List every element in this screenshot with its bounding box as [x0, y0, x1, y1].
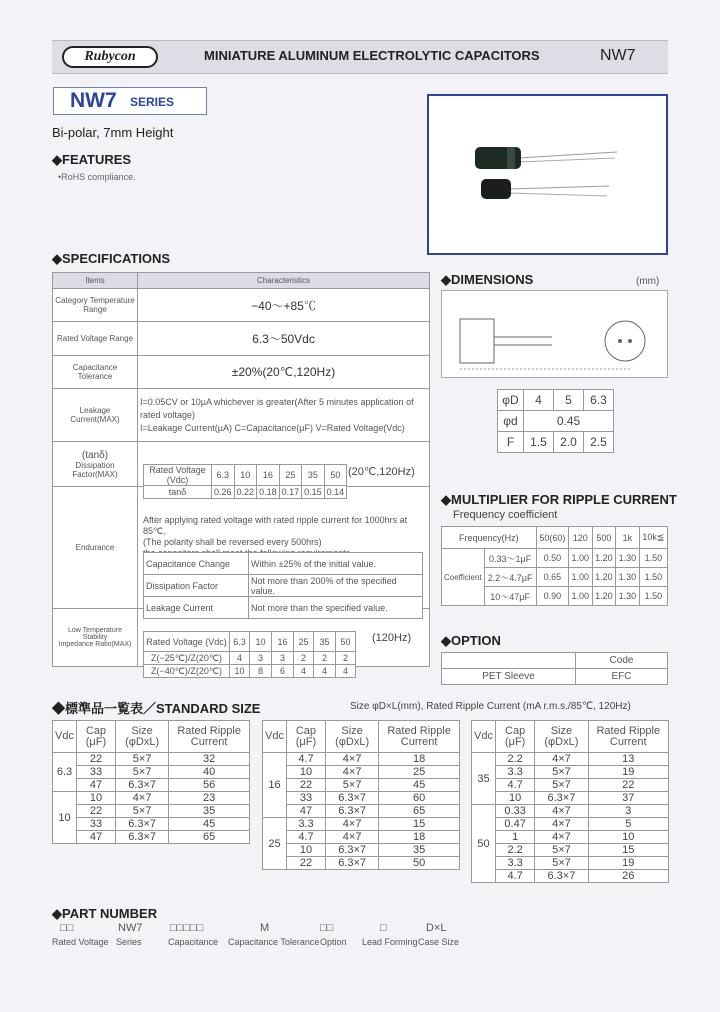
std-vdc: 10	[53, 792, 77, 844]
std-hdr-size: Size (φDxL)	[115, 721, 168, 753]
tan-val: 0.18	[257, 486, 280, 499]
mult-v: 1.20	[592, 587, 616, 606]
tan-item: (tanδ)	[81, 449, 109, 461]
leakage-formula: I=0.05CV or 10μA whichever is greater(After 5 minutes application of rated voltage)	[140, 396, 414, 420]
std-ripple: 45	[379, 779, 460, 792]
endurance-line: After applying rated voltage with rated ripple current for 1000hrs at 85℃,	[143, 515, 408, 536]
std-ripple: 5	[588, 818, 668, 831]
dim-v: 1.5	[524, 432, 554, 453]
tan-val: 0.15	[302, 486, 325, 499]
std-hdr-cap: Cap (μF)	[495, 721, 534, 753]
option-code-hdr: Code	[576, 653, 668, 669]
std-hdr-ripple: Rated Ripple Current	[379, 721, 460, 753]
std-ripple: 15	[588, 844, 668, 857]
end-k: Dissipation Factor	[144, 575, 249, 597]
std-hdr-vdc: Vdc	[53, 721, 77, 753]
std-cap: 47	[76, 831, 115, 844]
features-title: ◆FEATURES	[52, 152, 132, 167]
std-ripple: 32	[169, 753, 250, 766]
spec-item: Rated Voltage Range	[53, 322, 138, 356]
pn-label: Capacitance Tolerance	[228, 937, 320, 947]
std-size: 4×7	[325, 818, 378, 831]
rubycon-logo: Rubycon	[62, 46, 158, 68]
std-cap: 1	[495, 831, 534, 844]
pn-label: Capacitance	[168, 937, 219, 947]
std-cap: 22	[76, 753, 115, 766]
mult-v: 1.30	[616, 587, 640, 606]
feature-item: •RoHS compliance.	[58, 172, 136, 182]
std-cap: 2.2	[495, 753, 534, 766]
pn-code: □□	[320, 922, 334, 934]
tan-val: 0.17	[279, 486, 302, 499]
leakage-legend: I=Leakage Current(μA) C=Capacitance(μF) V=Rated Voltage(Vdc)	[140, 422, 405, 433]
lt-v: 4	[230, 652, 250, 665]
volt: 10	[234, 465, 257, 486]
lt-v: 2	[336, 652, 356, 665]
mult-v: 1.30	[616, 549, 640, 568]
spec-value: ±20%(20℃,120Hz)	[138, 356, 430, 389]
std-size: 5×7	[115, 766, 168, 779]
lt-v: 6	[272, 665, 294, 678]
std-hdr-size: Size (φDxL)	[325, 721, 378, 753]
volt: 50	[324, 465, 347, 486]
mult-v: 1.50	[639, 549, 667, 568]
std-cap: 47	[286, 805, 325, 818]
std-size: 4×7	[535, 818, 588, 831]
lt-v: 2	[314, 652, 336, 665]
dim-v: 6.3	[584, 390, 614, 411]
std-cap: 33	[76, 818, 115, 831]
tan-val: 0.26	[212, 486, 235, 499]
std-cap: 47	[76, 779, 115, 792]
std-ripple: 26	[588, 870, 668, 883]
dim-k: F	[498, 432, 524, 453]
lt-v: 10	[230, 665, 250, 678]
std-vdc: 25	[263, 818, 287, 870]
mult-v: 1.50	[639, 568, 667, 587]
series-label: SERIES	[130, 95, 175, 109]
end-v: Not more than 200% of the specified value.	[249, 575, 423, 597]
lt-v: 2	[294, 652, 314, 665]
std-ripple: 45	[169, 818, 250, 831]
lowtemp-note: (120Hz)	[372, 632, 412, 644]
std-cap: 33	[76, 766, 115, 779]
volt: 16	[272, 632, 294, 652]
std-size: 4×7	[325, 753, 378, 766]
pn-label: Option	[320, 937, 347, 947]
dim-v: 2.5	[584, 432, 614, 453]
std-size: 6.3×7	[325, 805, 378, 818]
std-hdr-size: Size (φDxL)	[535, 721, 588, 753]
spec-item: Capacitance Tolerance	[53, 356, 138, 389]
pn-code: □□□□□	[170, 922, 204, 934]
end-v: Not more than the specified value.	[249, 597, 423, 619]
std-cap: 10	[286, 844, 325, 857]
dim-v: 0.45	[524, 411, 614, 432]
coef-label: Coefficient	[442, 549, 485, 606]
std-ripple: 15	[379, 818, 460, 831]
std-ripple: 60	[379, 792, 460, 805]
std-ripple: 13	[588, 753, 668, 766]
std-vdc: 16	[263, 753, 287, 818]
std-size: 6.3×7	[325, 857, 378, 870]
std-ripple: 35	[379, 844, 460, 857]
std-vdc: 35	[472, 753, 496, 805]
mult-v: 1.50	[639, 587, 667, 606]
std-ripple: 22	[588, 779, 668, 792]
std-cap: 0.33	[495, 805, 534, 818]
std-ripple: 19	[588, 766, 668, 779]
std-size: 5×7	[535, 844, 588, 857]
dim-v: 2.0	[554, 432, 584, 453]
mult-v: 1.00	[569, 587, 593, 606]
dim-k: φd	[498, 411, 524, 432]
pn-code: NW7	[118, 922, 143, 934]
std-size: 5×7	[325, 779, 378, 792]
std-ripple: 10	[588, 831, 668, 844]
std-hdr-ripple: Rated Ripple Current	[169, 721, 250, 753]
option-title: ◆OPTION	[441, 633, 501, 648]
mult-k: 2.2～4.7μF	[484, 568, 536, 587]
series-name: NW7	[70, 89, 117, 112]
volt: 35	[302, 465, 325, 486]
std-ripple: 65	[169, 831, 250, 844]
std-size: 6.3×7	[535, 870, 588, 883]
std-size: 4×7	[115, 792, 168, 805]
std-ripple: 18	[379, 831, 460, 844]
std-ripple: 50	[379, 857, 460, 870]
leakage-item: Leakage Current(MAX)	[53, 389, 138, 442]
std-cap: 2.2	[495, 844, 534, 857]
std-cap: 10	[495, 792, 534, 805]
col-characteristics: Characteristics	[138, 273, 430, 289]
std-ripple: 3	[588, 805, 668, 818]
std-cap: 22	[76, 805, 115, 818]
std-cap: 33	[286, 792, 325, 805]
std-ripple: 37	[588, 792, 668, 805]
volt: 25	[279, 465, 302, 486]
std-size: 6.3×7	[325, 792, 378, 805]
mult-k: 0.33～1μF	[484, 549, 536, 568]
dim-v: 5	[554, 390, 584, 411]
std-ripple: 65	[379, 805, 460, 818]
freq: 10k≦	[639, 527, 667, 549]
endurance-line: (The polarity shall be reversed every 500hrs)	[143, 537, 322, 547]
tan-val: 0.22	[234, 486, 257, 499]
tan-note: (20℃,120Hz)	[348, 466, 415, 478]
volt: 35	[314, 632, 336, 652]
std-ripple: 19	[588, 857, 668, 870]
volt: 16	[257, 465, 280, 486]
lowtemp-item-sub: Impedance Ratio(MAX)	[58, 641, 132, 648]
std-ripple: 18	[379, 753, 460, 766]
std-size: 4×7	[325, 766, 378, 779]
std-ripple: 25	[379, 766, 460, 779]
option-value: EFC	[576, 669, 668, 685]
endurance-item: Endurance	[53, 487, 138, 609]
standard-note: Size φD×L(mm), Rated Ripple Current (mA r.m.s./85℃, 120Hz)	[350, 701, 631, 712]
std-size: 4×7	[535, 753, 588, 766]
multiplier-subtitle: Frequency coefficient	[453, 509, 558, 521]
specifications-title: ◆SPECIFICATIONS	[52, 251, 171, 266]
std-cap: 0.47	[495, 818, 534, 831]
end-k: Capacitance Change	[144, 553, 249, 575]
partnumber-title: ◆PART NUMBER	[52, 906, 158, 921]
mult-v: 1.00	[569, 568, 593, 587]
std-ripple: 35	[169, 805, 250, 818]
pn-code: □□	[60, 922, 74, 934]
tan-row: tanδ	[144, 486, 212, 499]
series-subtitle: Bi-polar, 7mm Height	[52, 125, 174, 140]
std-vdc: 50	[472, 805, 496, 883]
std-ripple: 23	[169, 792, 250, 805]
std-cap: 4.7	[286, 831, 325, 844]
std-cap: 10	[286, 766, 325, 779]
lt-v: 4	[336, 665, 356, 678]
dim-k: φD	[498, 390, 524, 411]
tan-item-sub: Dissipation Factor(MAX)	[72, 460, 118, 479]
dimensions-title: ◆DIMENSIONS	[441, 272, 534, 287]
std-hdr-cap: Cap (μF)	[286, 721, 325, 753]
pn-label: Case Size	[418, 937, 460, 947]
std-cap: 4.7	[495, 779, 534, 792]
std-cap: 3.3	[495, 857, 534, 870]
lowtemp-item: Low Temperature Stability	[68, 627, 122, 641]
std-size: 5×7	[535, 857, 588, 870]
std-size: 5×7	[115, 753, 168, 766]
std-cap: 3.3	[286, 818, 325, 831]
lt-r2: Z(−40℃)/Z(20℃)	[144, 665, 230, 678]
std-hdr-ripple: Rated Ripple Current	[588, 721, 668, 753]
spec-item: Category Temperature Range	[53, 289, 138, 322]
lt-v: 3	[272, 652, 294, 665]
tan-val: 0.14	[324, 486, 347, 499]
std-size: 6.3×7	[115, 779, 168, 792]
std-ripple: 40	[169, 766, 250, 779]
std-size: 5×7	[115, 805, 168, 818]
end-v: Within ±25% of the initial value.	[249, 553, 423, 575]
header-title: MINIATURE ALUMINUM ELECTROLYTIC CAPACITORS	[204, 48, 540, 63]
col-items: Items	[53, 273, 138, 289]
std-size: 5×7	[535, 779, 588, 792]
std-vdc: 6.3	[53, 753, 77, 792]
std-size: 6.3×7	[325, 844, 378, 857]
mult-v: 1.20	[592, 568, 616, 587]
mult-v: 0.65	[536, 568, 568, 587]
mult-v: 0.90	[536, 587, 568, 606]
std-size: 4×7	[325, 831, 378, 844]
volt: 6.3	[230, 632, 250, 652]
lt-v: 3	[250, 652, 272, 665]
pn-label: Series	[116, 937, 142, 947]
multiplier-title: ◆MULTIPLIER FOR RIPPLE CURRENT	[441, 492, 677, 507]
dim-v: 4	[524, 390, 554, 411]
volt: 10	[250, 632, 272, 652]
mult-v: 0.50	[536, 549, 568, 568]
std-cap: 4.7	[495, 870, 534, 883]
std-cap: 22	[286, 857, 325, 870]
dimensions-unit: (mm)	[636, 276, 660, 287]
spec-value: 6.3～50Vdc	[138, 322, 430, 356]
std-cap: 3.3	[495, 766, 534, 779]
freq: 500	[592, 527, 616, 549]
std-cap: 4.7	[286, 753, 325, 766]
mult-v: 1.30	[616, 568, 640, 587]
volt: 6.3	[212, 465, 235, 486]
std-cap: 22	[286, 779, 325, 792]
header-code: NW7	[600, 47, 636, 64]
pn-code: D×L	[426, 922, 447, 934]
std-hdr-vdc: Vdc	[263, 721, 287, 753]
std-hdr-cap: Cap (μF)	[76, 721, 115, 753]
lt-r1: Z(−25℃)/Z(20℃)	[144, 652, 230, 665]
freq: 50(60)	[536, 527, 568, 549]
spec-value: −40～+85℃	[138, 289, 430, 322]
lt-hdr: Rated Voltage (Vdc)	[144, 632, 230, 652]
lt-v: 4	[314, 665, 336, 678]
end-k: Leakage Current	[144, 597, 249, 619]
std-size: 4×7	[535, 805, 588, 818]
freq: 1k	[616, 527, 640, 549]
std-cap: 10	[76, 792, 115, 805]
volt: 50	[336, 632, 356, 652]
lt-v: 4	[294, 665, 314, 678]
pn-code: □	[380, 922, 387, 934]
pn-label: Rated Voltage	[52, 937, 109, 947]
lt-v: 8	[250, 665, 272, 678]
mult-k: 10～47μF	[484, 587, 536, 606]
tan-hdr: Rated Voltage (Vdc)	[144, 465, 212, 486]
pn-code: M	[260, 922, 270, 934]
standard-title: ◆標準品一覧表／STANDARD SIZE	[52, 701, 261, 716]
std-size: 6.3×7	[115, 831, 168, 844]
std-size: 6.3×7	[115, 818, 168, 831]
std-size: 6.3×7	[535, 792, 588, 805]
std-hdr-vdc: Vdc	[472, 721, 496, 753]
std-ripple: 56	[169, 779, 250, 792]
freq: 120	[569, 527, 593, 549]
option-item: PET Sleeve	[442, 669, 576, 685]
volt: 25	[294, 632, 314, 652]
std-size: 4×7	[535, 831, 588, 844]
mult-hdr: Frequency(Hz)	[442, 527, 537, 549]
pn-label: Lead Forming	[362, 937, 418, 947]
mult-v: 1.00	[569, 549, 593, 568]
mult-v: 1.20	[592, 549, 616, 568]
std-size: 5×7	[535, 766, 588, 779]
